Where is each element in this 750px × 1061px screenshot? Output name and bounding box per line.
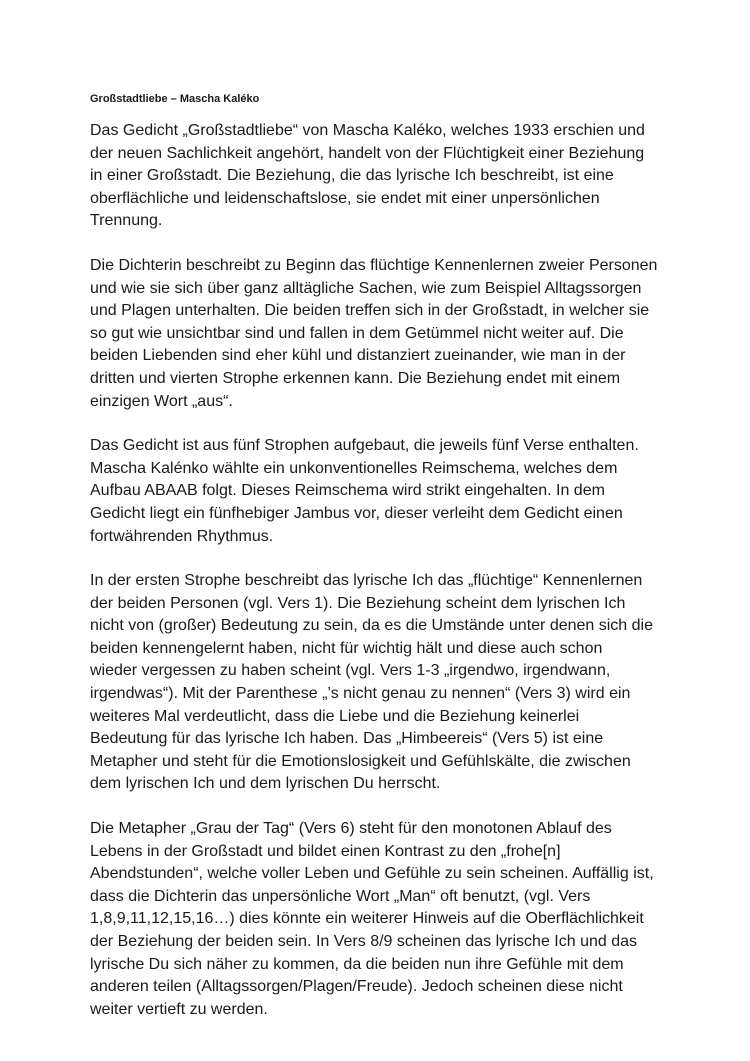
paragraph-5: Die Metapher „Grau der Tag“ (Vers 6) steht für den monotonen Ablauf des Lebens in der Großstadt und bildet einen Kontrast zu den „frohe[n] Abendstunden“, welche voller Leben und Gefühle zu sein scheinen. Auffällig ist, dass die Dichterin das unpersönliche Wort „Man“ oft benutzt, (vgl. Vers 1,8,9,11,12,15,16…) dies könnte ein weiterer Hinweis auf die Oberflächlichkeit der Beziehung der beiden sein. In Vers 8/9 scheinen das lyrische Ich und das lyrische Du sich näher zu kommen, da die beiden nun ihre Gefühle mit dem anderen teilen (Alltagssorgen/Plagen/Freude). Jedoch scheinen diese nicht weiter vertieft zu werden. (90, 820, 654, 1018)
paragraph-2: Die Dichterin beschreibt zu Beginn das flüchtige Kennenlernen zweier Personen und wie sie sich über ganz alltägliche Sachen, wie zum Beispiel Alltagssorgen und Plagen unterhalten. Die beiden treffen sich in der Großstadt, in welcher sie so gut wie unsichtbar sind und fallen in dem Getümmel nicht weiter auf. Die beiden Liebenden sind eher kühl und distanziert zueinander, wie man in der dritten und vierten Strophe erkennen kann. Die Beziehung endet mit einem einzigen Wort „aus“. (90, 256, 658, 410)
document-page (90, 92, 680, 1043)
document-title: Großstadtliebe – Mascha Kaléko (90, 93, 260, 105)
paragraph-4: In der ersten Strophe beschreibt das lyrische Ich das „flüchtige“ Kennenlernen der beiden Personen (vgl. Vers 1). Die Beziehung scheint dem lyrischen Ich nicht von (großer) Bedeutung zu sein, da es die Umstände unter denen sich die beiden kennengelernt haben, nicht für wichtig hält und diese auch schon wieder vergessen zu haben scheint (vgl. Vers 1-3 „irgendwo, irgendwann, irgendwas“). Mit der Parenthese „’s nicht genau zu nennen“ (Vers 3) wird ein weiteres Mal verdeutlicht, dass die Liebe und die Beziehung keinerlei Bedeutung für das lyrische Ich haben. Das „Himbeereis“ (Vers 5) ist eine Metapher und steht für die Emotionslosigkeit und Gefühlskälte, die zwischen dem lyrischen Ich und dem lyrischen Du herrscht. (90, 572, 653, 793)
paragraph-1: Das Gedicht „Großstadtliebe“ von Mascha Kaléko, welches 1933 erschien und der neuen Sachlichkeit angehört, handelt von der Flüchtigkeit einer Beziehung in einer Großstadt. Die Beziehung, die das lyrische Ich beschreibt, ist eine oberflächliche und leidenschaftslose, sie endet mit einer unpersönlichen Trennung. (90, 122, 645, 230)
paragraph-3: Das Gedicht ist aus fünf Strophen aufgebaut, die jeweils fünf Verse enthalten. Mascha Kalénko wählte ein unkonventionelles Reimschema, welches dem Aufbau ABAAB folgt. Dieses Reimschema wird strikt eingehalten. In dem Gedicht liegt ein fünfhebiger Jambus vor, dieser verleiht dem Gedicht einen fortwährenden Rhythmus. (90, 437, 639, 545)
